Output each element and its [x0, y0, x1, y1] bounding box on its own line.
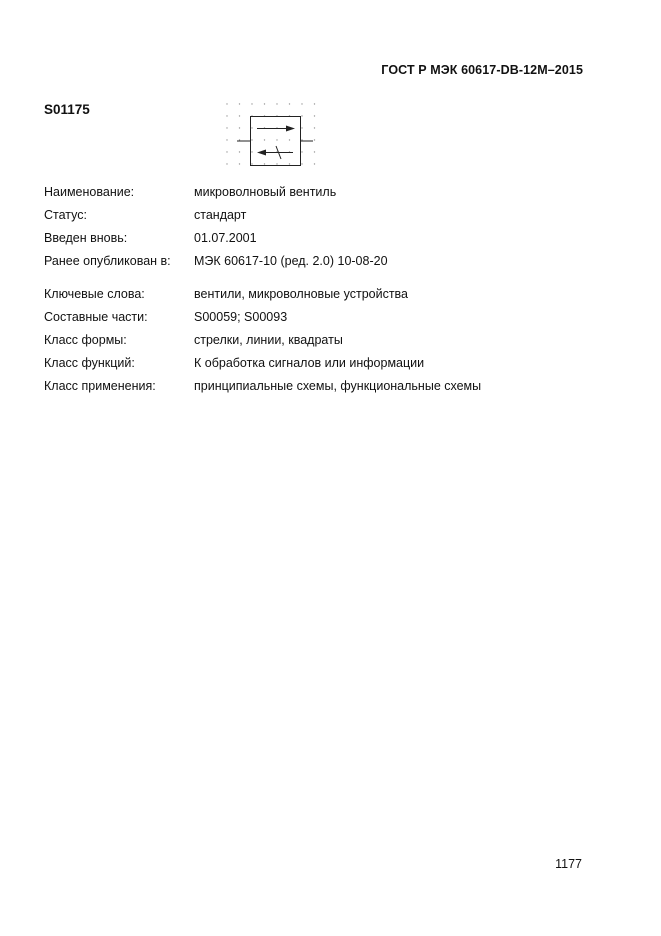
grid-dots [226, 103, 315, 164]
grid-dot [264, 163, 265, 164]
grid-dot [251, 151, 252, 152]
grid-dot [239, 139, 240, 140]
property-label: Наименование: [44, 184, 135, 199]
property-label: Класс применения: [44, 378, 156, 393]
page-number: 1177 [555, 857, 582, 871]
grid-dot [251, 163, 252, 164]
symbol-id: S01175 [44, 102, 90, 117]
grid-dot [276, 139, 277, 140]
property-row-status [44, 203, 481, 226]
grid-dot [239, 127, 240, 128]
grid-dot [289, 103, 290, 104]
property-value: стандарт [194, 207, 247, 222]
grid-dot [301, 163, 302, 164]
grid-dot [264, 103, 265, 104]
grid-dot [314, 151, 315, 152]
grid-dot [314, 139, 315, 140]
grid-dot [226, 139, 227, 140]
grid-dot [289, 139, 290, 140]
property-value: S00059; S00093 [194, 309, 288, 324]
property-value: принципиальные схемы, функциональные схемы [194, 378, 482, 393]
grid-dot [301, 139, 302, 140]
grid-dot [314, 103, 315, 104]
grid-dot [314, 115, 315, 116]
grid-dot [239, 163, 240, 164]
grid-dot [301, 115, 302, 116]
isolator-square [251, 117, 301, 166]
property-value: стрелки, линии, квадраты [194, 332, 343, 347]
grid-dot [264, 139, 265, 140]
grid-dot [301, 151, 302, 152]
grid-dot [226, 127, 227, 128]
grid-dot [226, 103, 227, 104]
forward-arrowhead [286, 126, 295, 132]
grid-dot [276, 163, 277, 164]
property-row-application-class [44, 374, 481, 397]
microwave-isolator-icon [225, 101, 327, 173]
grid-dot [239, 115, 240, 116]
property-label: Составные части: [44, 309, 148, 324]
grid-dot [276, 103, 277, 104]
property-value: 01.07.2001 [194, 230, 257, 245]
property-label: Ключевые слова: [44, 286, 145, 301]
grid-dot [239, 151, 240, 152]
symbol-properties [44, 180, 481, 397]
grid-dot [314, 127, 315, 128]
grid-dot [314, 163, 315, 164]
grid-dot [301, 103, 302, 104]
grid-dot [289, 163, 290, 164]
property-value: К обработка сигналов или информации [194, 355, 425, 370]
grid-dot [226, 115, 227, 116]
grid-dot [251, 103, 252, 104]
document-standard-code: ГОСТ Р МЭК 60617-DB-12M–2015 [381, 63, 583, 77]
property-label: Введен вновь: [44, 230, 128, 245]
grid-dot [226, 163, 227, 164]
property-row-shape-class [44, 328, 481, 351]
property-value: МЭК 60617-10 (ред. 2.0) 10-08-20 [194, 253, 388, 268]
grid-dot [251, 127, 252, 128]
property-label: Статус: [44, 207, 87, 222]
property-label: Ранее опубликован в: [44, 253, 171, 268]
property-row-previously-published [44, 249, 481, 272]
reverse-arrowhead [257, 150, 266, 156]
property-value: микроволновый вентиль [194, 184, 337, 199]
property-row-components [44, 305, 481, 328]
grid-dot [251, 139, 252, 140]
grid-dot [226, 151, 227, 152]
property-label: Класс формы: [44, 332, 127, 347]
property-row-name [44, 180, 481, 203]
property-row-function-class [44, 351, 481, 374]
grid-dot [239, 103, 240, 104]
property-value: вентили, микроволновые устройства [194, 286, 409, 301]
property-row-introduced [44, 226, 481, 249]
symbol-figure [225, 101, 327, 178]
property-row-keywords [44, 282, 481, 305]
grid-dot [301, 127, 302, 128]
property-label: Класс функций: [44, 355, 135, 370]
